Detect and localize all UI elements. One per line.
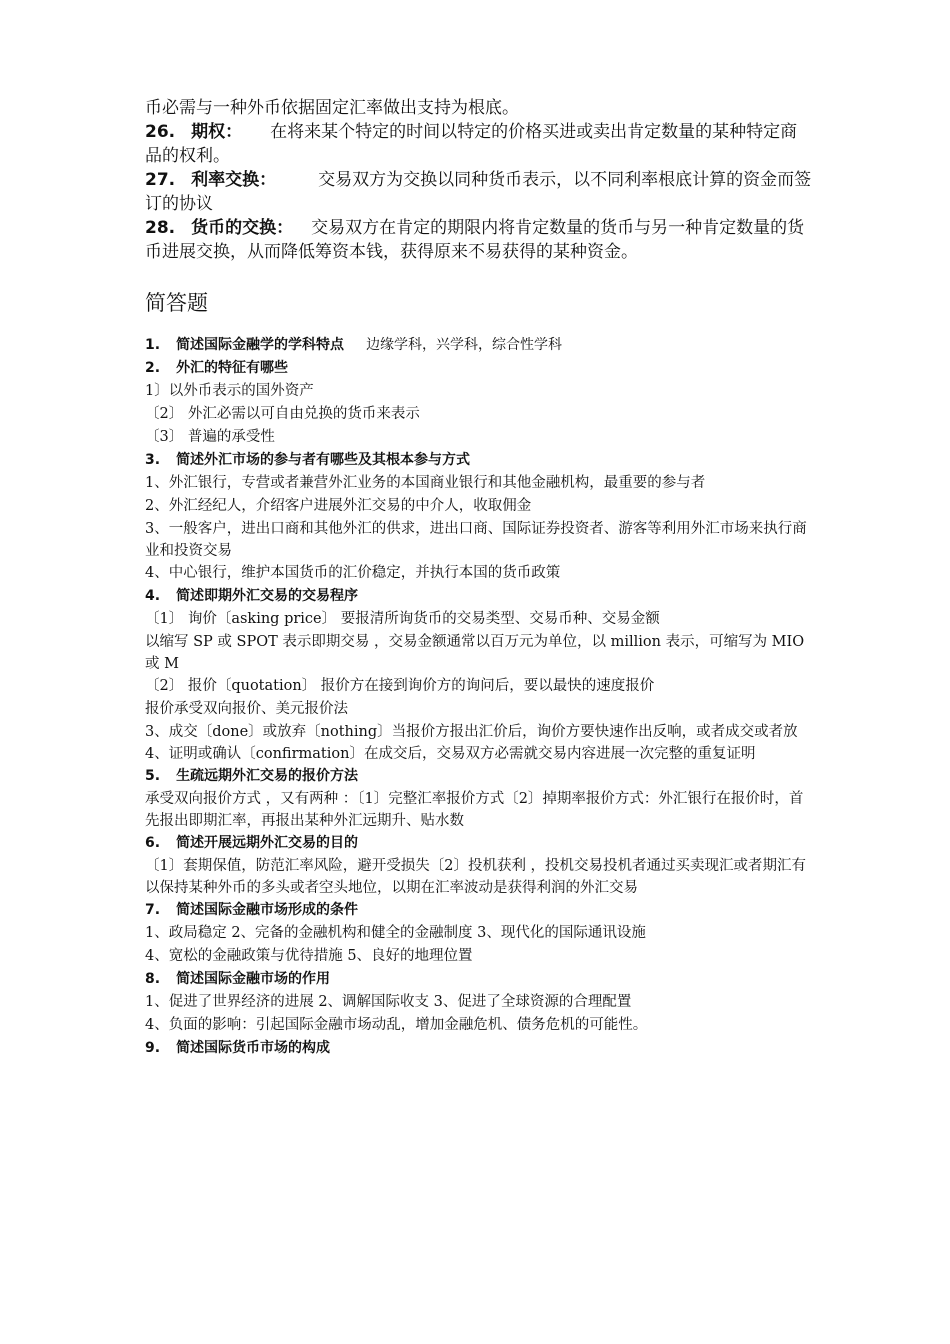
term-26 (145, 120, 813, 168)
question-title: 生疏远期外汇交易的报价方法 (176, 768, 359, 784)
question-title: 简述外汇市场的参与者有哪些及其根本参与方式 (176, 452, 471, 468)
term-number: 27. (145, 170, 176, 190)
question-3 (145, 449, 813, 472)
question-number: 9. (145, 1040, 161, 1056)
answer-line: 4、证明或确认〔confirmation〕在成交后，交易双方必需就交易内容进展一次完整的重复证明 (145, 746, 756, 762)
question-5 (145, 765, 813, 788)
answer-line: 报价承受双向报价、美元报价法 (145, 701, 348, 717)
document-body (145, 96, 813, 1060)
term-name: 利率交换： (191, 170, 277, 190)
question-number: 7. (145, 902, 161, 918)
answer-line: 1〕以外币表示的国外资产 (145, 383, 314, 399)
section-title: 简答题 (145, 291, 208, 315)
intro-line: 币必需与一种外币依据固定汇率做出支持为根底。 (145, 98, 519, 118)
question-number: 3. (145, 452, 161, 468)
question-title: 外汇的特征有哪些 (176, 360, 289, 376)
answer-line: 1、外汇银行，专营或者兼营外汇业务的本国商业银行和其他金融机构，最重要的参与者 (145, 475, 706, 491)
term-number: 28. (145, 218, 176, 238)
question-number: 8. (145, 971, 161, 987)
question-8 (145, 968, 813, 991)
answer-line: 3、一般客户，进出口商和其他外汇的供求，进出口商、国际证券投资者、游客等利用外汇市场来执行商业和投资交易 (145, 521, 807, 559)
term-27 (145, 168, 813, 216)
answer-line: 1、促进了世界经济的进展 2、调解国际收支 3、促进了全球资源的合理配置 (145, 994, 632, 1010)
question-9 (145, 1037, 813, 1060)
term-28 (145, 216, 813, 264)
answer-line: 1、政局稳定 2、完备的金融机构和健全的金融制度 3、现代化的国际通讯设施 (145, 925, 646, 941)
answer-line: 3、成交〔done〕或放弃〔nothing〕当报价方报出汇价后，询价方要快速作出反响，或者成交或者放 (145, 724, 798, 740)
question-number: 5. (145, 768, 161, 784)
question-7 (145, 899, 813, 922)
question-4 (145, 585, 813, 608)
question-1 (145, 334, 813, 357)
question-number: 6. (145, 835, 161, 851)
question-6 (145, 832, 813, 855)
answer-line: 2、外汇经纪人，介绍客户进展外汇交易的中介人，收取佣金 (145, 498, 532, 514)
question-answer: 边缘学科，兴学科，综合性学科 (366, 337, 563, 353)
question-title: 简述开展远期外汇交易的目的 (176, 835, 359, 851)
question-2 (145, 357, 813, 380)
question-number: 1. (145, 337, 161, 353)
question-title: 简述国际金融市场的作用 (176, 971, 331, 987)
answer-line: 〔2〕 外汇必需以可自由兑换的货币来表示 (145, 406, 420, 422)
answer-line: 承受双向报价方式 ，又有两种 ：〔1〕完整汇率报价方式〔2〕掉期率报价方式：外汇银行在报价时，首先报出即期汇率，再报出某种外汇远期升、贴水数 (145, 791, 804, 829)
answer-line: 〔1〕套期保值，防范汇率风险，避开受损失〔2〕投机获利 ，投机交易投机者通过买卖现汇或者期汇有以保持某种外币的多头或者空头地位，以期在汇率波动是获得利润的外汇交易 (145, 858, 807, 896)
question-number: 2. (145, 360, 161, 376)
answer-line: 4、负面的影响：引起国际金融市场动乱，增加金融危机、债务危机的可能性。 (145, 1017, 648, 1033)
answer-line: 〔2〕 报价〔quotation〕 报价方在接到询价方的询问后，要以最快的速度报价 (145, 678, 655, 694)
question-title: 简述即期外汇交易的交易程序 (176, 588, 359, 604)
term-definition: 交易双方为交换以同种货币表示，以不同利率根底计算的资金而签订的协议 (145, 170, 812, 214)
question-title: 简述国际货币市场的构成 (176, 1040, 331, 1056)
term-definition: 在将来某个特定的时间以特定的价格买进或卖出肯定数量的某种特定商品的权利。 (145, 122, 798, 166)
term-name: 货币的交换： (191, 218, 294, 238)
answer-line: 〔3〕 普遍的承受性 (145, 429, 275, 445)
term-name: 期权： (191, 122, 243, 142)
term-number: 26. (145, 122, 176, 142)
term-definition: 交易双方在肯定的期限内将肯定数量的货币与另一种肯定数量的货币进展交换，从而降低筹资本钱，获得原来不易获得的某种资金。 (145, 218, 805, 262)
answer-line: 4、中心银行，维护本国货币的汇价稳定，并执行本国的货币政策 (145, 565, 561, 581)
answer-line: 4、宽松的金融政策与优待措施 5、良好的地理位置 (145, 948, 473, 964)
answer-line: 〔1〕 询价〔asking price〕 要报清所询货币的交易类型、交易币种、交易金额 (145, 611, 660, 627)
question-title: 简述国际金融市场形成的条件 (176, 902, 359, 918)
answer-line: 以缩写 SP 或 SPOT 表示即期交易 ，交易金额通常以百万元为单位，以 million 表示，可缩写为 MIO 或 M (145, 634, 805, 672)
question-title: 简述国际金融学的学科特点 (176, 337, 345, 353)
question-number: 4. (145, 588, 161, 604)
